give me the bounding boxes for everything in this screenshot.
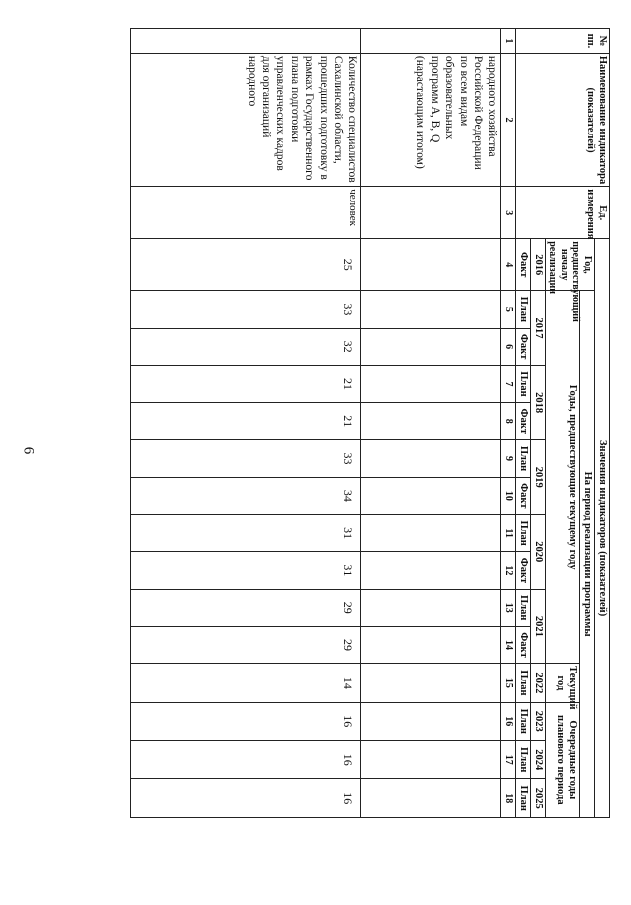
value-cell: 29 <box>131 626 361 663</box>
indicator-table <box>130 28 610 818</box>
year-2022: 2022 <box>530 664 545 702</box>
year-2017: 2017 <box>530 291 545 366</box>
value-cell: 33 <box>131 440 361 477</box>
year-2019: 2019 <box>530 440 545 515</box>
header-years-before: Годы, предшествующие текущему году <box>545 291 579 664</box>
value-cell <box>361 626 501 663</box>
col-number: 10 <box>501 477 516 514</box>
sub-fact: Факт <box>515 239 530 291</box>
indicator-unit: человек <box>131 187 361 239</box>
col-number: 7 <box>501 365 516 402</box>
header-next-years: Очередные годы планового периода <box>545 702 579 817</box>
value-cell <box>361 477 501 514</box>
sub-fact: Факт <box>515 328 530 365</box>
col-number: 14 <box>501 626 516 663</box>
indicator-name: Количество специалистов Сахалинской области, прошедших подготовку в рамках Государственного плана подготовки управленческих кадров для организаций народного <box>131 53 361 186</box>
sub-plan: План <box>515 365 530 402</box>
value-cell: 31 <box>131 514 361 551</box>
value-cell <box>361 440 501 477</box>
value-cell <box>361 365 501 402</box>
value-cell: 21 <box>131 403 361 440</box>
value-cell <box>361 702 501 740</box>
page-number: 6 <box>20 446 37 455</box>
header-current-year: Текущий год <box>545 664 579 702</box>
sub-fact: Факт <box>515 477 530 514</box>
sub-fact: Факт <box>515 403 530 440</box>
value-cell <box>361 552 501 589</box>
year-2021: 2021 <box>530 589 545 664</box>
sub-plan: План <box>515 514 530 551</box>
year-2016: 2016 <box>530 239 545 291</box>
value-cell: 32 <box>131 328 361 365</box>
col-number: 3 <box>501 187 516 239</box>
sub-plan: План <box>515 291 530 328</box>
col-number: 18 <box>501 779 516 818</box>
value-cell <box>361 664 501 702</box>
col-number: 5 <box>501 291 516 328</box>
header-prev-year: Год, предшествующий началу реализации <box>545 239 594 291</box>
year-2025: 2025 <box>530 779 545 818</box>
col-number: 16 <box>501 702 516 740</box>
value-cell: 34 <box>131 477 361 514</box>
table-row <box>361 29 501 818</box>
value-cell: 16 <box>131 702 361 740</box>
sub-plan: План <box>515 702 530 740</box>
header-no: № пп. <box>515 29 609 54</box>
value-cell: 21 <box>131 365 361 402</box>
value-cell <box>361 514 501 551</box>
indicator-unit <box>361 187 501 239</box>
value-cell: 29 <box>131 589 361 626</box>
value-cell <box>361 779 501 818</box>
value-cell <box>361 328 501 365</box>
header-period: На период реализации программы <box>579 291 594 818</box>
row-no <box>361 29 501 54</box>
sub-fact: Факт <box>515 552 530 589</box>
col-number: 13 <box>501 589 516 626</box>
col-number: 15 <box>501 664 516 702</box>
year-2020: 2020 <box>530 514 545 589</box>
value-cell: 31 <box>131 552 361 589</box>
col-number: 11 <box>501 514 516 551</box>
col-number: 2 <box>501 53 516 186</box>
value-cell: 33 <box>131 291 361 328</box>
indicator-name: народного хозяйства Российской Федерации по всем видам образовательных программ А, В, Q (нарастающим итогом) <box>361 53 501 186</box>
value-cell <box>361 291 501 328</box>
year-2023: 2023 <box>530 702 545 740</box>
sub-plan: План <box>515 741 530 779</box>
value-cell: 16 <box>131 741 361 779</box>
year-2018: 2018 <box>530 365 545 440</box>
row-no <box>131 29 361 54</box>
header-unit: Ед. измерения <box>515 187 609 239</box>
sub-plan: План <box>515 779 530 818</box>
col-number: 4 <box>501 239 516 291</box>
col-number: 8 <box>501 403 516 440</box>
column-numbers-row <box>501 29 516 818</box>
col-number: 12 <box>501 552 516 589</box>
value-cell <box>361 239 501 291</box>
value-cell: 25 <box>131 239 361 291</box>
table-row <box>131 29 361 818</box>
value-cell: 16 <box>131 779 361 818</box>
indicator-table-rotated <box>32 28 610 818</box>
value-cell <box>361 741 501 779</box>
value-cell <box>361 589 501 626</box>
col-number: 6 <box>501 328 516 365</box>
header-values: Значения индикаторов (показателей) <box>594 239 609 818</box>
header-name: Наименование индикатора (показателей) <box>515 53 609 186</box>
sub-plan: План <box>515 664 530 702</box>
year-2024: 2024 <box>530 741 545 779</box>
sub-fact: Факт <box>515 626 530 663</box>
sub-plan: План <box>515 589 530 626</box>
col-number: 17 <box>501 741 516 779</box>
col-number: 9 <box>501 440 516 477</box>
value-cell <box>361 403 501 440</box>
sub-plan: План <box>515 440 530 477</box>
col-number: 1 <box>501 29 516 54</box>
value-cell: 14 <box>131 664 361 702</box>
